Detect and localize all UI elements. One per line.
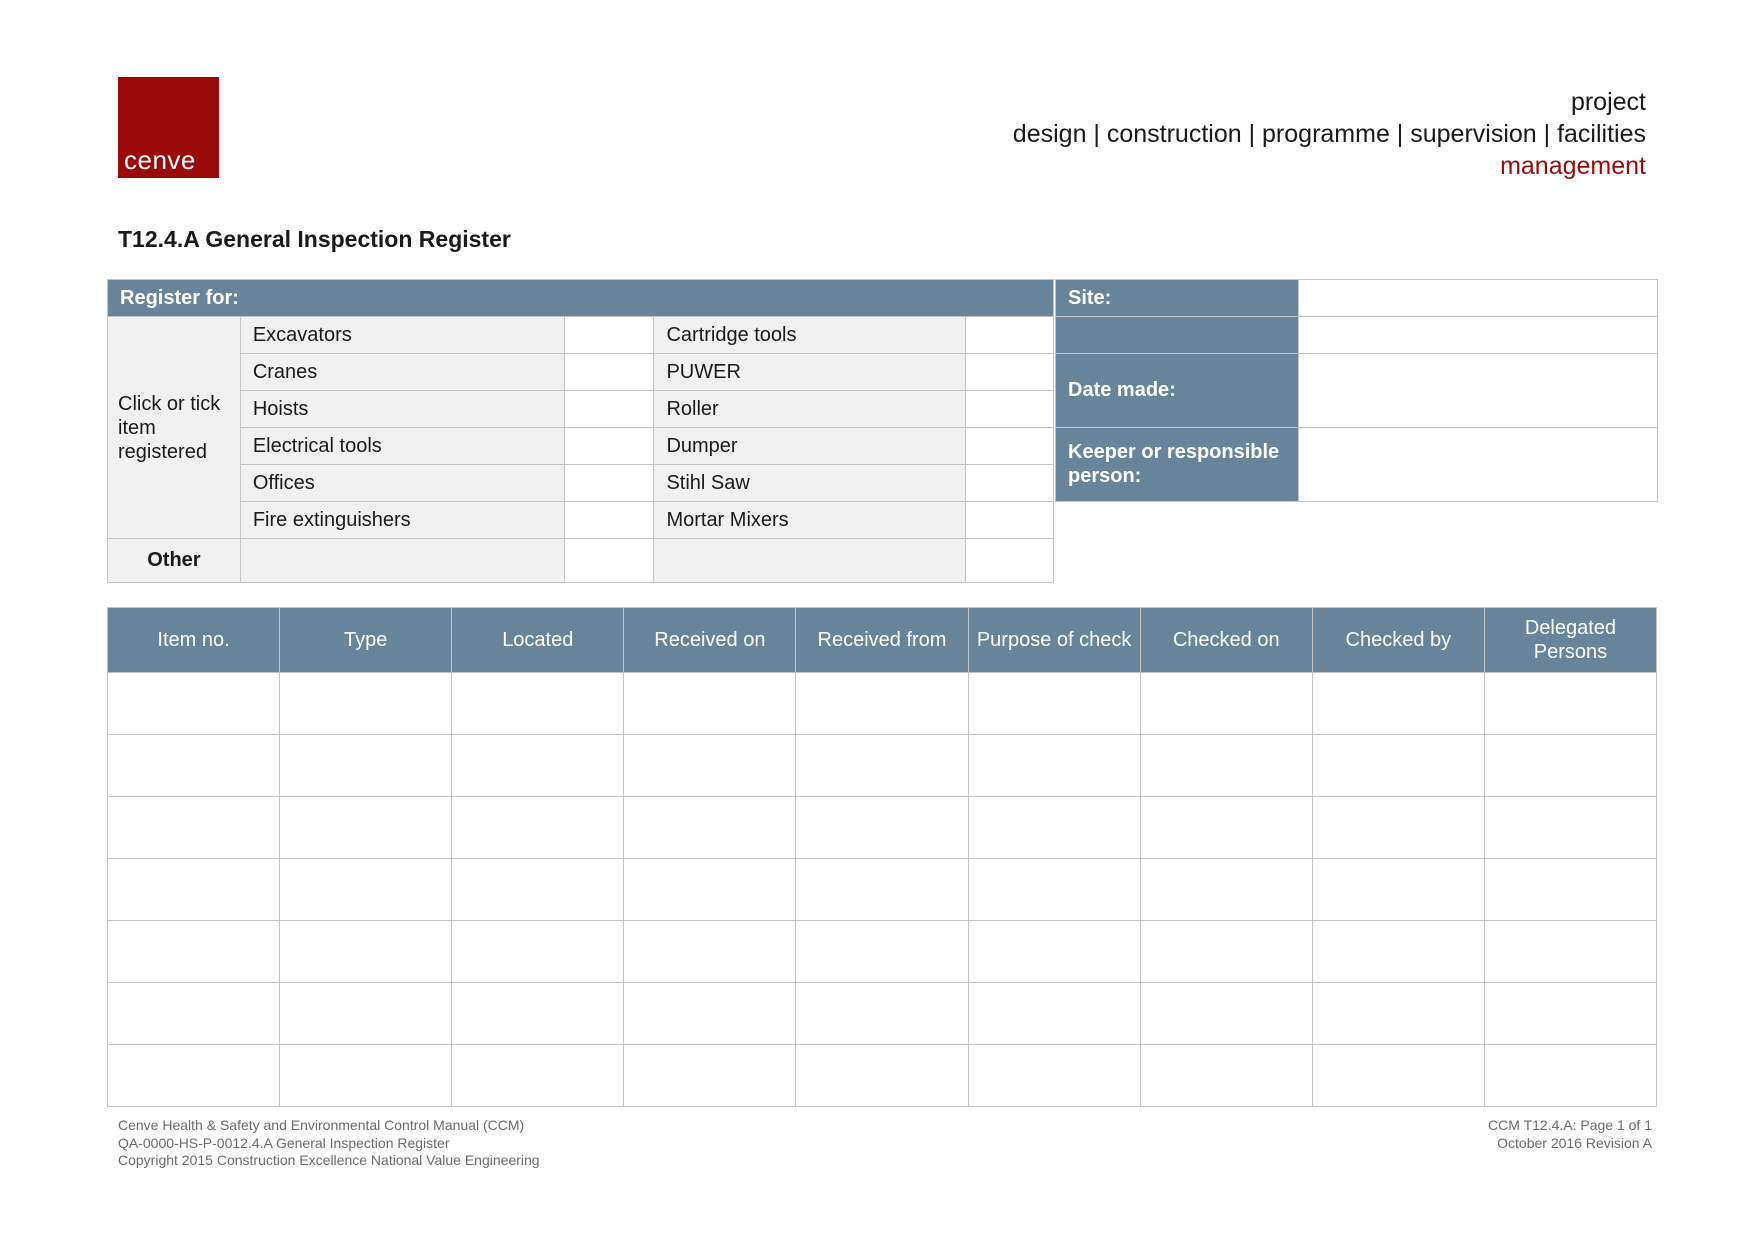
table-cell[interactable] <box>1140 859 1312 921</box>
other-item-checkbox[interactable] <box>564 539 654 583</box>
table-cell[interactable] <box>452 735 624 797</box>
tagline-line-2: design | construction | programme | supervision | facilities <box>1012 120 1646 148</box>
table-row <box>108 1045 1657 1107</box>
table-cell[interactable] <box>796 735 968 797</box>
table-cell[interactable] <box>452 921 624 983</box>
register-item-checkbox[interactable] <box>966 465 1054 502</box>
other-item-checkbox[interactable] <box>966 539 1054 583</box>
table-cell[interactable] <box>1484 735 1656 797</box>
table-cell[interactable] <box>1140 1045 1312 1107</box>
site-info-table <box>1055 279 1658 502</box>
column-header: Located <box>452 608 624 673</box>
register-item-checkbox[interactable] <box>564 317 654 354</box>
keeper-field[interactable] <box>1299 427 1658 501</box>
table-cell[interactable] <box>452 859 624 921</box>
table-cell[interactable] <box>452 797 624 859</box>
register-item-label: Cartridge tools <box>654 317 966 354</box>
table-row <box>108 673 1657 735</box>
column-header: Type <box>280 608 452 673</box>
table-cell[interactable] <box>968 797 1140 859</box>
table-cell[interactable] <box>796 1045 968 1107</box>
tagline-line-1: project <box>1570 88 1646 116</box>
site-label-extra <box>1056 317 1299 354</box>
table-cell[interactable] <box>1312 797 1484 859</box>
table-row <box>108 859 1657 921</box>
date-made-field[interactable] <box>1299 354 1658 427</box>
table-cell[interactable] <box>108 859 280 921</box>
register-item-label: Dumper <box>654 428 966 465</box>
table-cell[interactable] <box>280 983 452 1045</box>
register-item-checkbox[interactable] <box>564 391 654 428</box>
table-cell[interactable] <box>796 859 968 921</box>
table-cell[interactable] <box>624 673 796 735</box>
table-cell[interactable] <box>1140 983 1312 1045</box>
register-item-label: Fire extinguishers <box>240 502 564 539</box>
table-cell[interactable] <box>968 673 1140 735</box>
register-for-table <box>107 279 1054 583</box>
column-header: Purpose of check <box>968 608 1140 673</box>
register-item-label: Stihl Saw <box>654 465 966 502</box>
column-header: Received from <box>796 608 968 673</box>
table-row <box>108 797 1657 859</box>
table-cell[interactable] <box>108 797 280 859</box>
table-cell[interactable] <box>1140 735 1312 797</box>
column-header: Checked by <box>1312 608 1484 673</box>
table-cell[interactable] <box>1484 797 1656 859</box>
table-cell[interactable] <box>1312 921 1484 983</box>
column-header: Item no. <box>108 608 280 673</box>
table-cell[interactable] <box>108 1045 280 1107</box>
table-cell[interactable] <box>796 983 968 1045</box>
table-cell[interactable] <box>280 1045 452 1107</box>
table-cell[interactable] <box>624 1045 796 1107</box>
table-cell[interactable] <box>1484 921 1656 983</box>
cenve-logo <box>118 77 219 178</box>
table-cell[interactable] <box>796 673 968 735</box>
table-cell[interactable] <box>968 921 1140 983</box>
table-cell[interactable] <box>624 983 796 1045</box>
footer-revision: October 2016 Revision A <box>1497 1134 1652 1151</box>
tagline <box>1013 86 1646 182</box>
register-item-checkbox[interactable] <box>966 317 1054 354</box>
table-cell[interactable] <box>968 735 1140 797</box>
table-cell[interactable] <box>280 921 452 983</box>
table-row <box>108 921 1657 983</box>
table-cell[interactable] <box>968 983 1140 1045</box>
table-cell[interactable] <box>1312 859 1484 921</box>
table-cell[interactable] <box>108 921 280 983</box>
register-item-label: Cranes <box>240 354 564 391</box>
tagline-line-3: management <box>1500 152 1646 180</box>
register-item-checkbox[interactable] <box>564 465 654 502</box>
table-cell[interactable] <box>108 673 280 735</box>
table-cell[interactable] <box>624 859 796 921</box>
register-item-label: Offices <box>240 465 564 502</box>
table-cell[interactable] <box>1484 859 1656 921</box>
table-cell[interactable] <box>280 673 452 735</box>
table-cell[interactable] <box>624 797 796 859</box>
register-item-label: PUWER <box>654 354 966 391</box>
table-cell[interactable] <box>280 735 452 797</box>
register-item-checkbox[interactable] <box>564 428 654 465</box>
register-item-checkbox[interactable] <box>966 428 1054 465</box>
footer-doc-ref: QA-0000-HS-P-0012.4.A General Inspection Register <box>118 1134 450 1151</box>
table-row <box>108 983 1657 1045</box>
footer-copyright: Copyright 2015 Construction Excellence National Value Engineering <box>118 1152 540 1168</box>
table-cell[interactable] <box>1140 673 1312 735</box>
keeper-label: Keeper or responsible person: <box>1056 427 1299 501</box>
table-cell[interactable] <box>796 921 968 983</box>
footer-page: CCM T12.4.A: Page 1 of 1 <box>1488 1117 1652 1133</box>
table-cell[interactable] <box>108 983 280 1045</box>
other-item-field[interactable] <box>240 539 564 583</box>
other-item-field[interactable] <box>654 539 966 583</box>
table-cell[interactable] <box>1484 1045 1656 1107</box>
register-instruction: Click or tick item registered <box>108 317 241 539</box>
register-item-label: Mortar Mixers <box>654 502 966 539</box>
table-cell[interactable] <box>280 797 452 859</box>
logo-text: cenve <box>124 145 196 175</box>
footer-right <box>1488 1117 1652 1152</box>
table-cell[interactable] <box>452 673 624 735</box>
register-item-label: Electrical tools <box>240 428 564 465</box>
table-cell[interactable] <box>452 983 624 1045</box>
site-field[interactable] <box>1299 280 1658 317</box>
register-item-label: Roller <box>654 391 966 428</box>
footer-left <box>118 1117 540 1170</box>
table-cell[interactable] <box>1484 983 1656 1045</box>
column-header: Received on <box>624 608 796 673</box>
table-cell[interactable] <box>968 859 1140 921</box>
site-label: Site: <box>1056 280 1299 317</box>
table-cell[interactable] <box>1312 673 1484 735</box>
register-item-checkbox[interactable] <box>564 502 654 539</box>
document-title: T12.4.A General Inspection Register <box>118 226 511 252</box>
date-made-label: Date made: <box>1056 354 1299 427</box>
table-cell[interactable] <box>1312 735 1484 797</box>
site-field-extra[interactable] <box>1299 317 1658 354</box>
register-item-checkbox[interactable] <box>564 354 654 391</box>
register-item-checkbox[interactable] <box>966 391 1054 428</box>
inspection-register-table <box>107 607 1657 1107</box>
other-label: Other <box>108 539 241 583</box>
table-cell[interactable] <box>1312 983 1484 1045</box>
register-item-label: Excavators <box>240 317 564 354</box>
table-cell[interactable] <box>108 735 280 797</box>
table-cell[interactable] <box>624 735 796 797</box>
table-cell[interactable] <box>1312 1045 1484 1107</box>
table-cell[interactable] <box>452 1045 624 1107</box>
table-cell[interactable] <box>1484 673 1656 735</box>
register-item-label: Hoists <box>240 391 564 428</box>
footer-manual: Cenve Health & Safety and Environmental Control Manual (CCM) <box>118 1117 525 1133</box>
column-header: Checked on <box>1140 608 1312 673</box>
register-item-checkbox[interactable] <box>966 354 1054 391</box>
table-cell[interactable] <box>1140 797 1312 859</box>
table-cell[interactable] <box>968 1045 1140 1107</box>
table-cell[interactable] <box>796 797 968 859</box>
table-cell[interactable] <box>280 859 452 921</box>
register-item-checkbox[interactable] <box>966 502 1054 539</box>
table-row <box>108 735 1657 797</box>
column-header: Delegated Persons <box>1484 608 1656 673</box>
table-cell[interactable] <box>624 921 796 983</box>
table-cell[interactable] <box>1140 921 1312 983</box>
register-for-header: Register for: <box>108 280 1054 317</box>
